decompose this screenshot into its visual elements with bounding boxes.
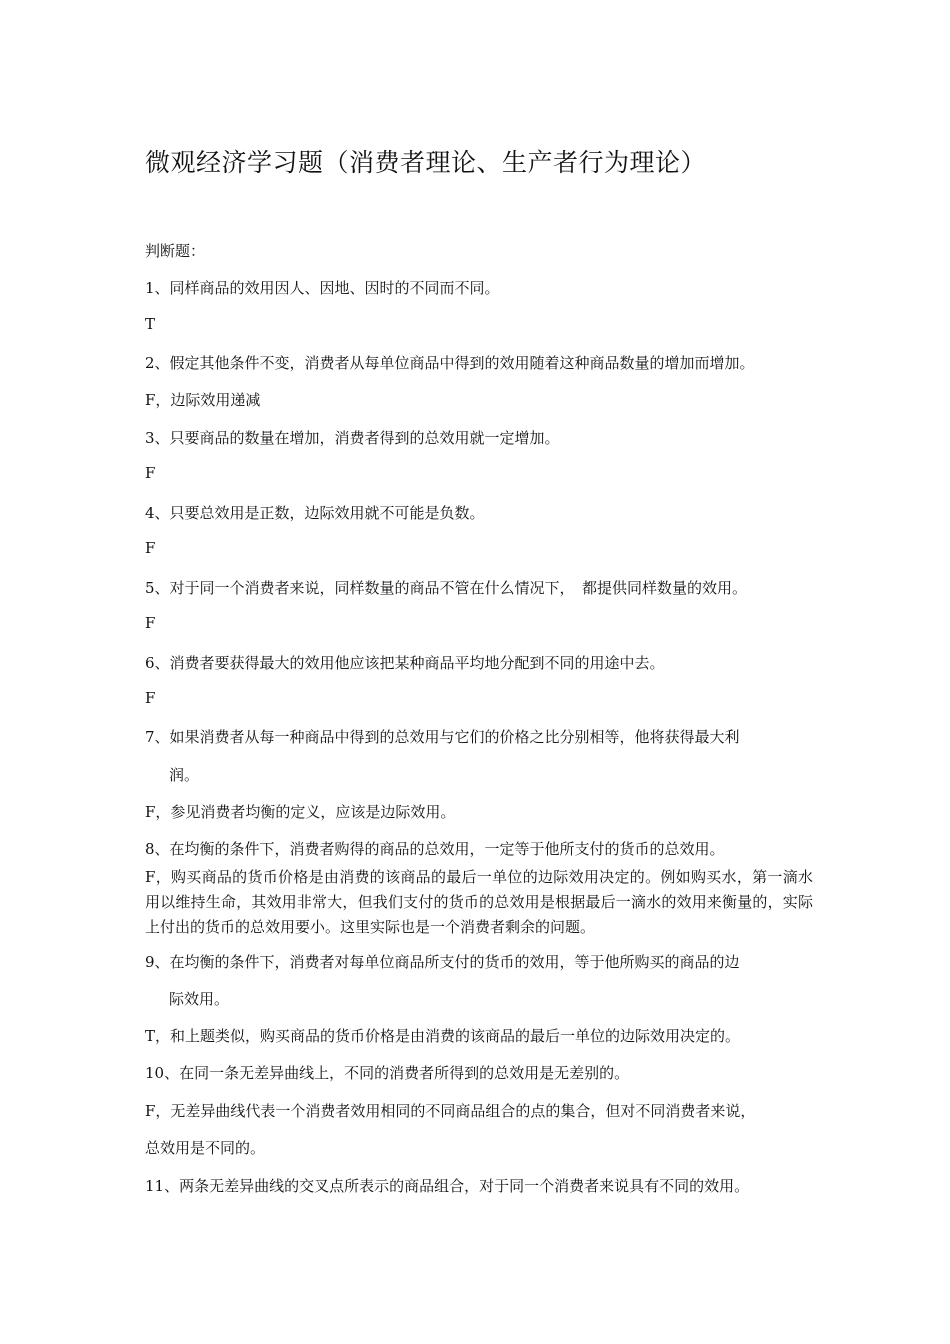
answer-3: F (145, 464, 156, 482)
question-9-continuation: 际效用。 (169, 990, 230, 1008)
answer-4: F (145, 539, 156, 557)
question-11: 11、两条无差异曲线的交叉点所表示的商品组合，对于同一个消费者来说具有不同的效用。 (145, 1177, 750, 1195)
question-8: 8、在均衡的条件下，消费者购得的商品的总效用，一定等于他所支付的货币的总效用。 (145, 840, 725, 858)
question-6: 6、消费者要获得最大的效用他应该把某种商品平均地分配到不同的用途中去。 (145, 654, 665, 672)
answer-10: F，无差异曲线代表一个消费者效用相同的不同商品组合的点的集合，但对不同消费者来说， (145, 1102, 756, 1120)
question-9: 9、在均衡的条件下，消费者对每单位商品所支付的货币的效用，等于他所购买的商品的边 (145, 953, 740, 971)
question-4: 4、只要总效用是正数，边际效用就不可能是负数。 (145, 504, 485, 522)
question-7-continuation: 润。 (169, 766, 200, 784)
answer-10-continuation: 总效用是不同的。 (145, 1139, 266, 1157)
question-10: 10、在同一条无差异曲线上，不同的消费者所得到的总效用是无差别的。 (145, 1064, 630, 1082)
answer-1: T (145, 315, 156, 333)
answer-7: F，参见消费者均衡的定义，应该是边际效用。 (145, 803, 456, 821)
answer-8: F，购买商品的货币价格是由消费的该商品的最后一单位的边际效用决定的。例如购买水，第一滴水用以维持生命，其效用非常大，但我们支付的货币的总效用是根据最后一滴水的效用来衡量的，实际上付出的货币的总效用要小。这里实际也是一个消费者剩余的问题。 (145, 868, 813, 936)
section-label: 判断题： (145, 242, 206, 260)
answer-2: F，边际效用递减 (145, 391, 261, 409)
answer-9: T，和上题类似，购买商品的货币价格是由消费的该商品的最后一单位的边际效用决定的。 (145, 1027, 741, 1045)
question-1: 1、同样商品的效用因人、因地、因时的不同而不同。 (145, 279, 500, 297)
answer-6: F (145, 689, 156, 707)
answer-5: F (145, 614, 156, 632)
question-3: 3、只要商品的数量在增加，消费者得到的总效用就一定增加。 (145, 429, 560, 447)
question-5: 5、对于同一个消费者来说，同样数量的商品不管在什么情况下， 都提供同样数量的效用。 (145, 579, 748, 597)
question-7: 7、如果消费者从每一种商品中得到的总效用与它们的价格之比分别相等，他将获得最大利 (145, 728, 740, 746)
document-title: 微观经济学习题（消费者理论、生产者行为理论） (145, 148, 707, 177)
question-2: 2、假定其他条件不变，消费者从每单位商品中得到的效用随着这种商品数量的增加而增加。 (145, 354, 755, 372)
